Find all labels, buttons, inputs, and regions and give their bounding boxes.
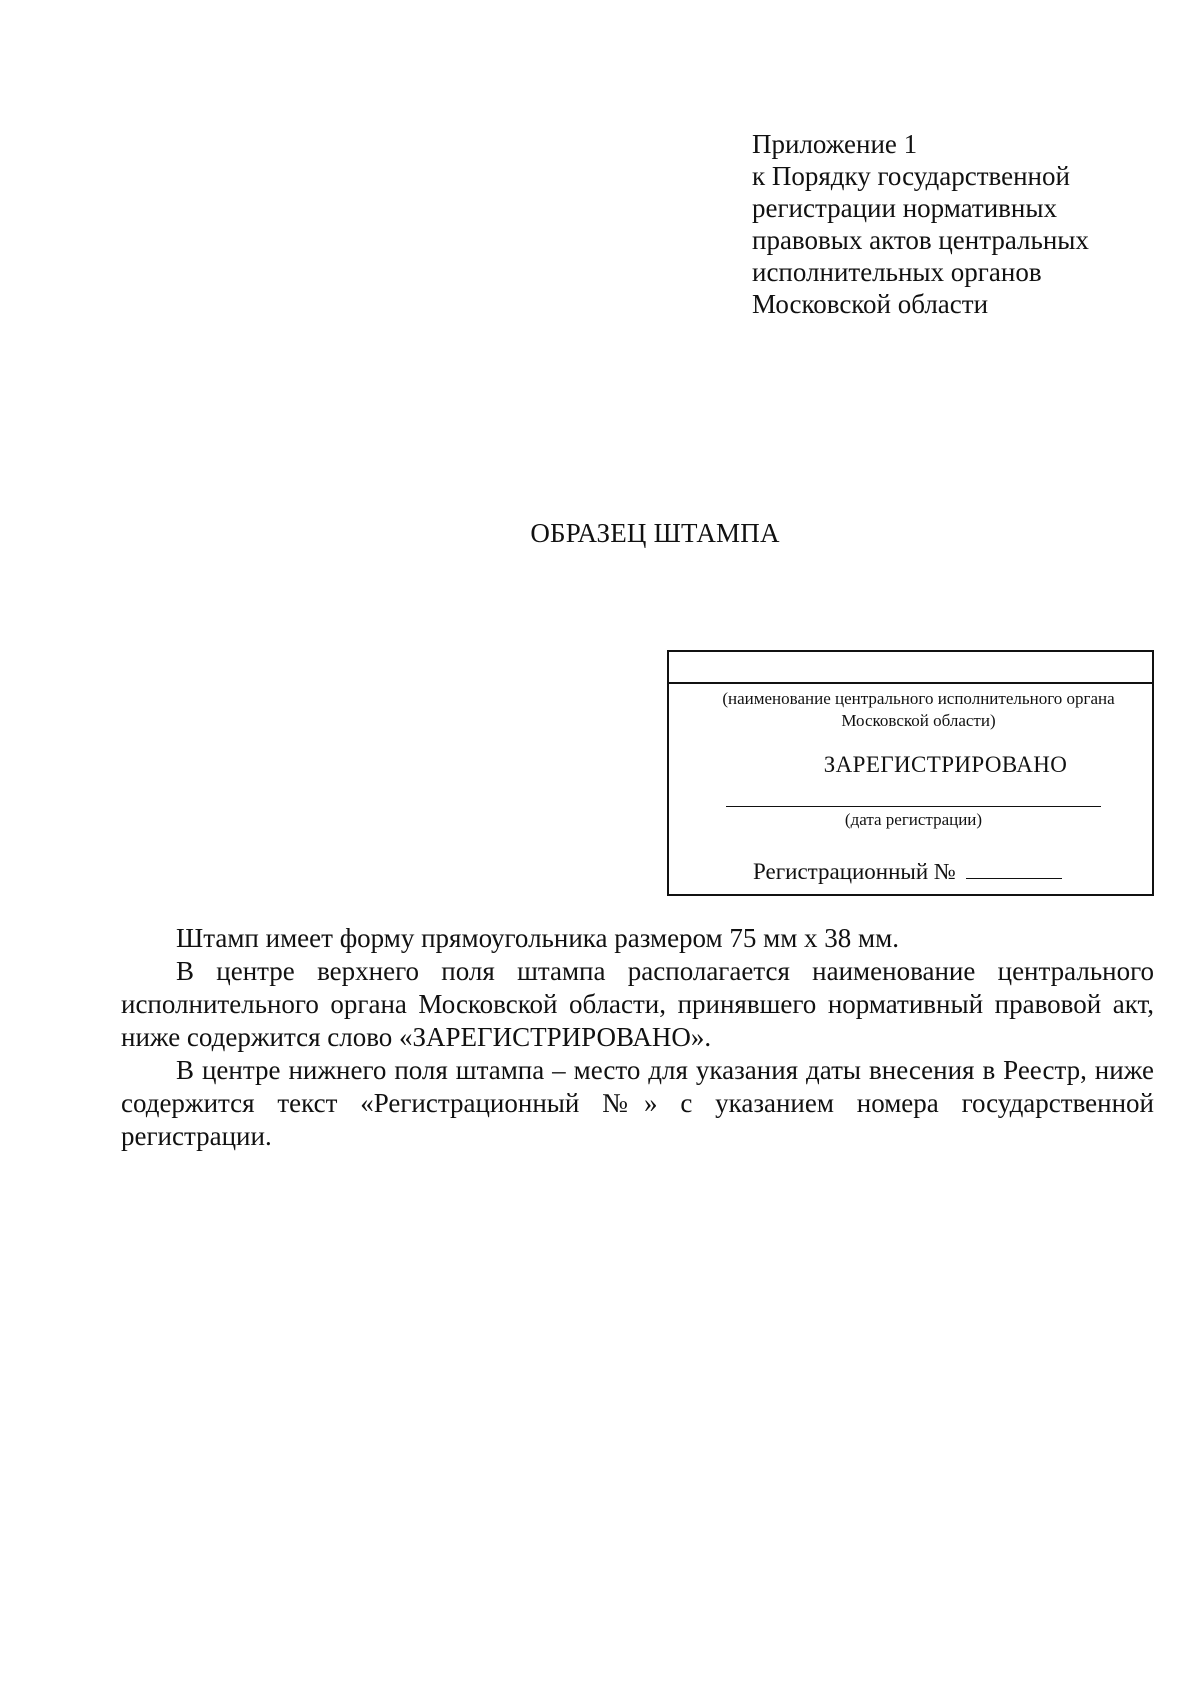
body-paragraph: В центре верхнего поля штампа располагается наименование центрального исполнительного органа Московской области, принявшего нормативный правовой акт, ниже содержится слово «ЗАРЕГИСТРИРОВАНО». — [121, 956, 1154, 1052]
body-paragraph: В центре нижнего поля штампа – место для указания даты внесения в Реестр, ниже содержится текст «Регистрационный №» с указанием номера государственной регистрации. — [121, 1055, 1154, 1151]
stamp-org-caption-line: Московской области) — [841, 711, 996, 730]
appendix-line: Приложение 1 — [752, 129, 918, 159]
stamp-date-line — [726, 806, 1101, 807]
stamp-org-caption-line: (наименование центрального исполнительного органа — [722, 689, 1115, 708]
body-paragraph: Штамп имеет форму прямоугольника размером 75 мм х 38 мм. — [176, 923, 899, 953]
appendix-line: исполнительных органов — [752, 257, 1042, 287]
document-title: ОБРАЗЕЦ ШТАМПА — [530, 518, 780, 548]
stamp-registered-word: ЗАРЕГИСТРИРОВАНО — [823, 752, 1068, 777]
stamp-org-name-line — [669, 682, 1152, 684]
appendix-header — [752, 128, 1089, 320]
stamp-regnum-label: Регистрационный № — [753, 859, 956, 884]
appendix-line: к Порядку государственной — [752, 161, 1070, 191]
stamp-regnum — [753, 859, 1062, 885]
stamp-org-caption — [689, 688, 1148, 732]
stamp-regnum-blank — [966, 860, 1062, 879]
stamp-sample — [667, 650, 1154, 896]
stamp-date-caption: (дата регистрации) — [844, 810, 983, 829]
body-text — [121, 922, 1154, 1153]
appendix-line: регистрации нормативных — [752, 193, 1058, 223]
appendix-line: Московской области — [752, 289, 989, 319]
appendix-line: правовых актов центральных — [752, 225, 1089, 255]
